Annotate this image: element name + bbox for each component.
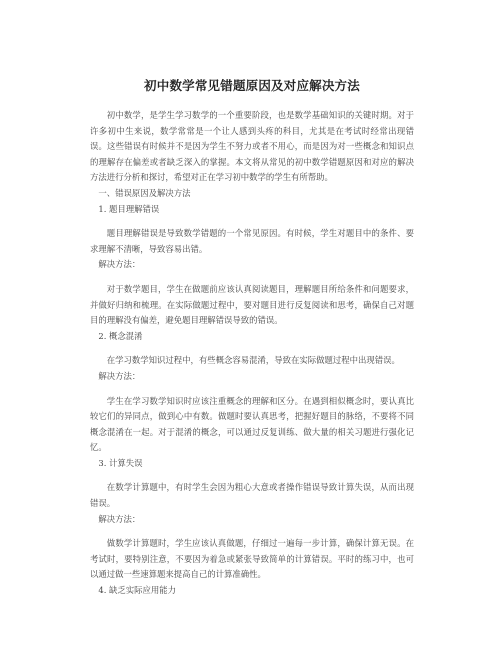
item-reason-3: 在数学计算题中，有时学生会因为粗心大意或者操作错误导致计算失误，从而出现错误。: [90, 482, 414, 509]
intro-paragraph: 初中数学，是学生学习数学的一个重要阶段，也是数学基础知识的关键时期。对于许多初中生来说，数学常常是一个让人感到头疼的科目，尤其是在考试时经常出现错误。这些错误有时候并不是因为学生不努力或者不用心，而是因为对一些概念和知识点的理解存在偏差或者缺乏深入的掌握。本文将从常见的初中数学错题原因和对应的解决方法进行分析和探讨，希望对正在学习初中数学的学生有所帮助。: [90, 110, 414, 183]
solution-label-2: 解决方法：: [98, 370, 141, 381]
item-solution-3: 做数学计算题时，学生应该认真做题，仔细过一遍每一步计算，确保计算无误。在考试时，要特别注意，不要因为着急或紧张导致简单的计算错误。平时的练习中，也可以通过做一些速算题来提高自己的计算准确性。: [90, 538, 414, 580]
item-heading-3: 3. 计算失误: [98, 457, 143, 468]
item-heading-2: 2. 概念混淆: [98, 330, 143, 341]
item-reason-2: 在学习数学知识过程中，有些概念容易混淆，导致在实际做题过程中出现错误。: [106, 355, 400, 366]
item-heading-4: 4. 缺乏实际应用能力: [98, 585, 177, 596]
solution-label-1: 解决方法：: [98, 259, 141, 270]
item-reason-1: 题目理解错误是导致数学错题的一个常见原因。有时候，学生对题目中的条件、要求理解不清晰，导致容易出错。: [90, 228, 414, 254]
document-title: 初中数学常见错题原因及对应解决方法: [144, 78, 360, 93]
item-solution-2: 学生在学习数学知识时应该注重概念的理解和区分。在遇到相似概念时，要认真比较它们的异同点，做到心中有数。做题时要认真思考，把握好题目的脉络，不要将不同概念混淆在一起。对于混淆的概念，可以通过反复训练、做大量的相关习题进行强化记忆。: [90, 395, 414, 453]
section-heading: 一、错误原因及解决方法: [98, 187, 191, 198]
item-solution-1: 对于数学题目，学生在做题前应该认真阅读题目，理解题目所给条件和问题要求，并做好归纳和梳理。在实际做题过程中，要对题目进行反复阅读和思考，确保自己对题目的理解没有偏差，避免题目理解错误导致的错误。: [90, 283, 414, 326]
item-heading-1: 1. 题目理解错误: [98, 203, 160, 214]
solution-label-3: 解决方法：: [98, 513, 141, 524]
